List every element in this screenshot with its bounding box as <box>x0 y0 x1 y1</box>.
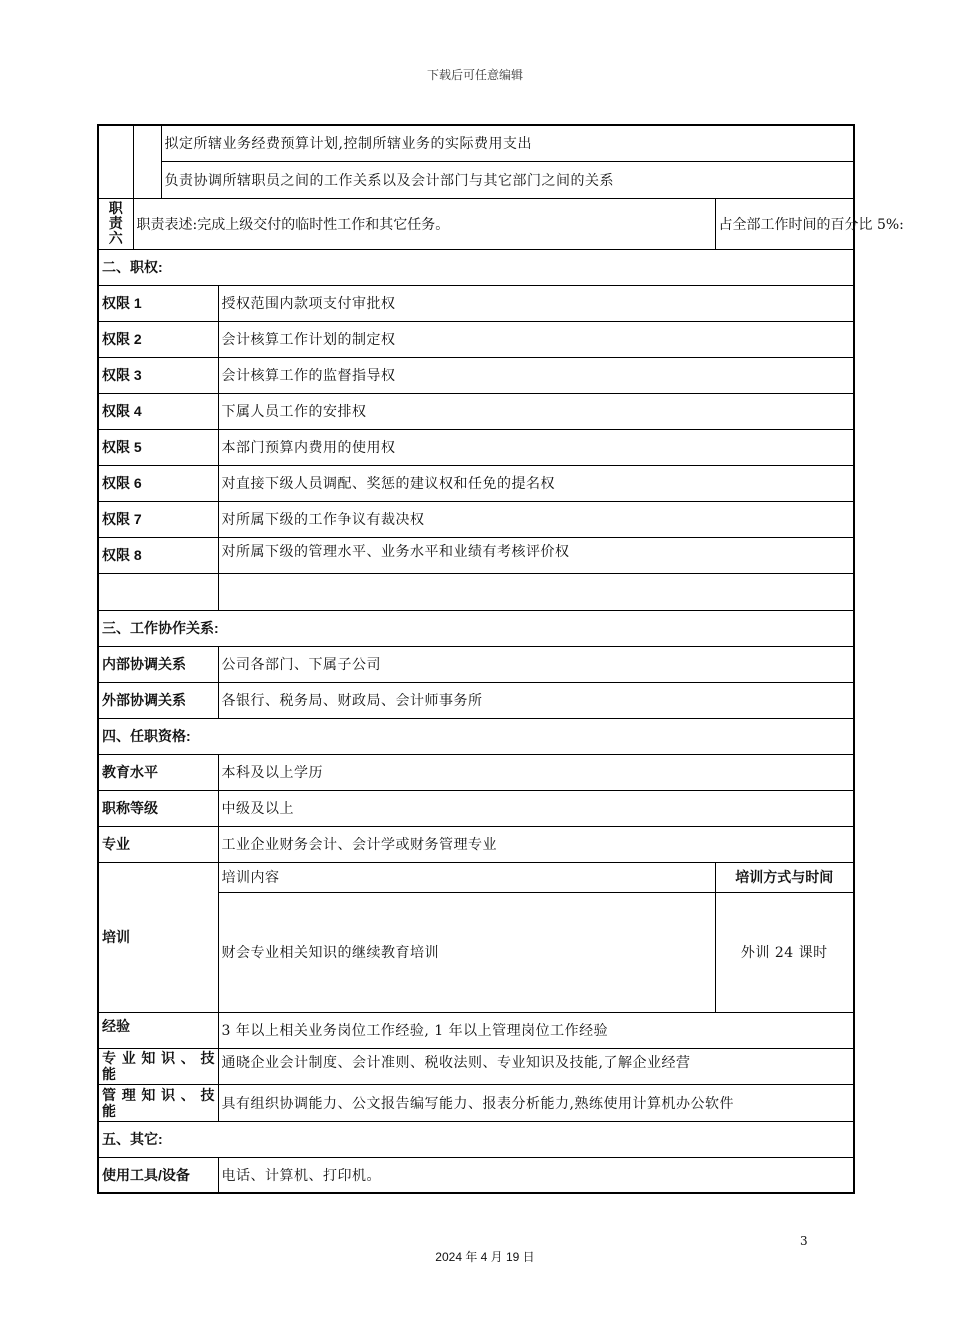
authority-row <box>98 501 854 537</box>
cooperation-row <box>98 646 854 682</box>
authority-value: 对所属下级的管理水平、业务水平和业绩有考核评价权 <box>218 537 854 573</box>
professional-skill-label <box>98 1048 218 1084</box>
professional-skill-label-line1: 专业知识、技 <box>102 1050 215 1066</box>
education-value: 本科及以上学历 <box>218 754 854 790</box>
training-header-row <box>98 862 854 892</box>
authority-value: 会计核算工作计划的制定权 <box>218 321 854 357</box>
empty-cell <box>218 573 854 610</box>
management-skill-label-line2: 能 <box>102 1102 116 1119</box>
authority-row <box>98 537 854 573</box>
duty-row <box>98 125 854 161</box>
authority-label: 权限 6 <box>98 465 218 501</box>
training-label: 培训 <box>98 862 218 1012</box>
duty-label-cell-blank <box>98 125 133 198</box>
tools-value: 电话、计算机、打印机。 <box>218 1157 854 1193</box>
authority-row <box>98 429 854 465</box>
major-value: 工业企业财务会计、会计学或财务管理专业 <box>218 826 854 862</box>
section-title-other: 五、其它: <box>98 1121 854 1157</box>
duty-six-label: 职责六 <box>98 198 133 249</box>
qualification-row <box>98 754 854 790</box>
section-title-authority: 二、职权: <box>98 249 854 285</box>
authority-value: 下属人员工作的安排权 <box>218 393 854 429</box>
section-row <box>98 249 854 285</box>
qualification-row <box>98 826 854 862</box>
header-note: 下载后可任意编辑 <box>426 68 523 82</box>
qualification-row <box>98 1048 854 1084</box>
authority-row <box>98 465 854 501</box>
qualification-row <box>98 790 854 826</box>
authority-row <box>98 285 854 321</box>
duty-index-cell-blank <box>133 125 161 198</box>
section-row <box>98 610 854 646</box>
experience-value: 3 年以上相关业务岗位工作经验, 1 年以上管理岗位工作经验 <box>218 1012 854 1048</box>
training-method: 外训 24 课时 <box>715 892 854 1012</box>
section-row <box>98 718 854 754</box>
internal-coordination-value: 公司各部门、下属子公司 <box>218 646 854 682</box>
major-label: 专业 <box>98 826 218 862</box>
authority-value: 对所属下级的工作争议有裁决权 <box>218 501 854 537</box>
authority-row <box>98 393 854 429</box>
training-content: 财会专业相关知识的继续教育培训 <box>218 892 715 1012</box>
authority-label: 权限 8 <box>98 537 218 573</box>
page-number: 3 <box>800 1234 808 1248</box>
duty-item: 负责协调所辖职员之间的工作关系以及会计部门与其它部门之间的关系 <box>161 161 854 198</box>
section-row <box>98 1121 854 1157</box>
empty-cell <box>98 573 218 610</box>
professional-title-label: 职称等级 <box>98 790 218 826</box>
management-skill-label-line1: 管理知识、技 <box>102 1086 215 1103</box>
authority-label: 权限 4 <box>98 393 218 429</box>
duty-item: 拟定所辖业务经费预算计划,控制所辖业务的实际费用支出 <box>161 125 854 161</box>
management-skill-value: 具有组织协调能力、公文报告编写能力、报表分析能力,熟练使用计算机办公软件 <box>218 1084 854 1121</box>
authority-label: 权限 3 <box>98 357 218 393</box>
duty-six-description: 职责表述:完成上级交付的临时性工作和其它任务。 <box>133 198 715 249</box>
authority-value: 本部门预算内费用的使用权 <box>218 429 854 465</box>
experience-label: 经验 <box>98 1012 218 1048</box>
empty-row <box>98 573 854 610</box>
authority-value: 对直接下级人员调配、奖惩的建议权和任免的提名权 <box>218 465 854 501</box>
professional-title-value: 中级及以上 <box>218 790 854 826</box>
management-skill-label <box>98 1084 218 1121</box>
tools-label: 使用工具/设备 <box>98 1157 218 1193</box>
external-coordination-label: 外部协调关系 <box>98 682 218 718</box>
training-method-header: 培训方式与时间 <box>715 862 854 892</box>
external-coordination-value: 各银行、税务局、财政局、会计师事务所 <box>218 682 854 718</box>
professional-skill-value: 通晓企业会计制度、会计准则、税收法则、专业知识及技能,了解企业经营 <box>218 1048 854 1084</box>
training-content-header: 培训内容 <box>218 862 715 892</box>
internal-coordination-label: 内部协调关系 <box>98 646 218 682</box>
education-label: 教育水平 <box>98 754 218 790</box>
authority-label: 权限 5 <box>98 429 218 465</box>
authority-row <box>98 357 854 393</box>
section-title-cooperation: 三、工作协作关系: <box>98 610 854 646</box>
authority-row <box>98 321 854 357</box>
authority-value: 授权范围内款项支付审批权 <box>218 285 854 321</box>
duty-row <box>98 161 854 198</box>
authority-label: 权限 2 <box>98 321 218 357</box>
authority-label: 权限 1 <box>98 285 218 321</box>
duty-six-time-share: 占全部工作时间的百分比 5%: <box>715 198 854 249</box>
authority-value: 会计核算工作的监督指导权 <box>218 357 854 393</box>
professional-skill-label-line2: 能 <box>102 1066 116 1082</box>
other-row <box>98 1157 854 1193</box>
authority-label: 权限 7 <box>98 501 218 537</box>
footer-date: 2024 年 4 月 19 日 <box>435 1250 535 1264</box>
job-description-table <box>97 124 904 1194</box>
duty-six-row <box>98 198 854 249</box>
section-title-qualifications: 四、任职资格: <box>98 718 854 754</box>
qualification-row <box>98 1012 854 1048</box>
qualification-row <box>98 1084 854 1121</box>
cooperation-row <box>98 682 854 718</box>
